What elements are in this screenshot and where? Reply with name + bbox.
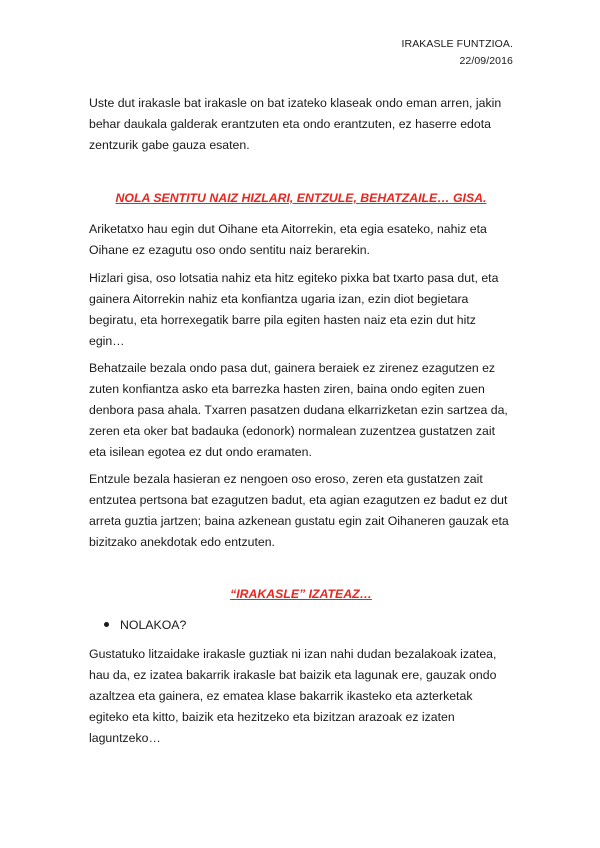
- paragraph-listener: Entzule bezala hasieran ez nengoen oso eroso, zeren eta gustatzen zait entzutea pertsona bat ezagutzen badut, eta agian ezagutzen ez badut ez dut arreta guztia jartzen; baina azkenean gustatu egin zait Oihaneren gauzak eta bizitzako anekdotak edo entzuten.: [89, 472, 509, 549]
- document-title: IRAKASLE FUNTZIOA.: [401, 38, 513, 50]
- paragraph-exercise: Ariketatxo hau egin dut Oihane eta Aitorrekin, eta egia esateko, nahiz eta Oihane ez ezagutu oso ondo sentitu naiz berarekin.: [89, 222, 487, 257]
- document-header: [402, 36, 514, 70]
- document-date: 22/09/2016: [459, 55, 513, 67]
- intro-paragraph: Uste dut irakasle bat irakasle on bat izateko klaseak ondo eman arren, jakin behar daukala galderak erantzuten eta ondo erantzuten, ez haserre edota zentzurik gabe gauza esaten.: [89, 96, 502, 152]
- section-heading-feelings: NOLA SENTITU NAIZ HIZLARI, ENTZULE, BEHATZAILE… GISA.: [115, 191, 487, 205]
- paragraph-speaker: Hizlari gisa, oso lotsatia nahiz eta hitz egiteko pixka bat txarto pasa dut, eta gainera Aitorrekin nahiz eta konfiantza ugaria izan, ezin diot begietara begiratu, eta horrexegatik barre pila egiten hasten naiz eta ezin dut hitz egin…: [89, 271, 499, 348]
- bullet-label: NOLAKOA?: [120, 618, 187, 632]
- paragraph-teacher-ideal: Gustatuko litzaidake irakasle guztiak ni izan nahi dudan bezalakoak izatea, hau da, ez izatea bakarrik irakasle bat baizik eta lagunak ere, gauzak ondo azaltzea eta gainera, ez ematea klase bakarrik ikasteko eta azterketak egiteko eta kitto, baizik eta hezitzeko eta bizitzan arazoak ez izaten laguntzeko…: [89, 647, 497, 745]
- bullet-item-nolakoa: [104, 617, 186, 633]
- paragraph-observer: Behatzaile bezala ondo pasa dut, gainera beraiek ez zirenez ezagutzen ez zuten konfiantza asko eta barrezka hasten ziren, baina ondo egiten zuen denbora pasa ahala. Txarren pasatzen dudana elkarrizketan ezin sartzea da, zeren eta oker bat badauka (edonork) normalean zuzentzea gustatzen zait eta isilean egotea ez dut ondo eramaten.: [89, 361, 508, 459]
- bullet-dot-icon: [104, 622, 109, 627]
- section-heading-teacher: “IRAKASLE” IZATEAZ…: [230, 587, 372, 601]
